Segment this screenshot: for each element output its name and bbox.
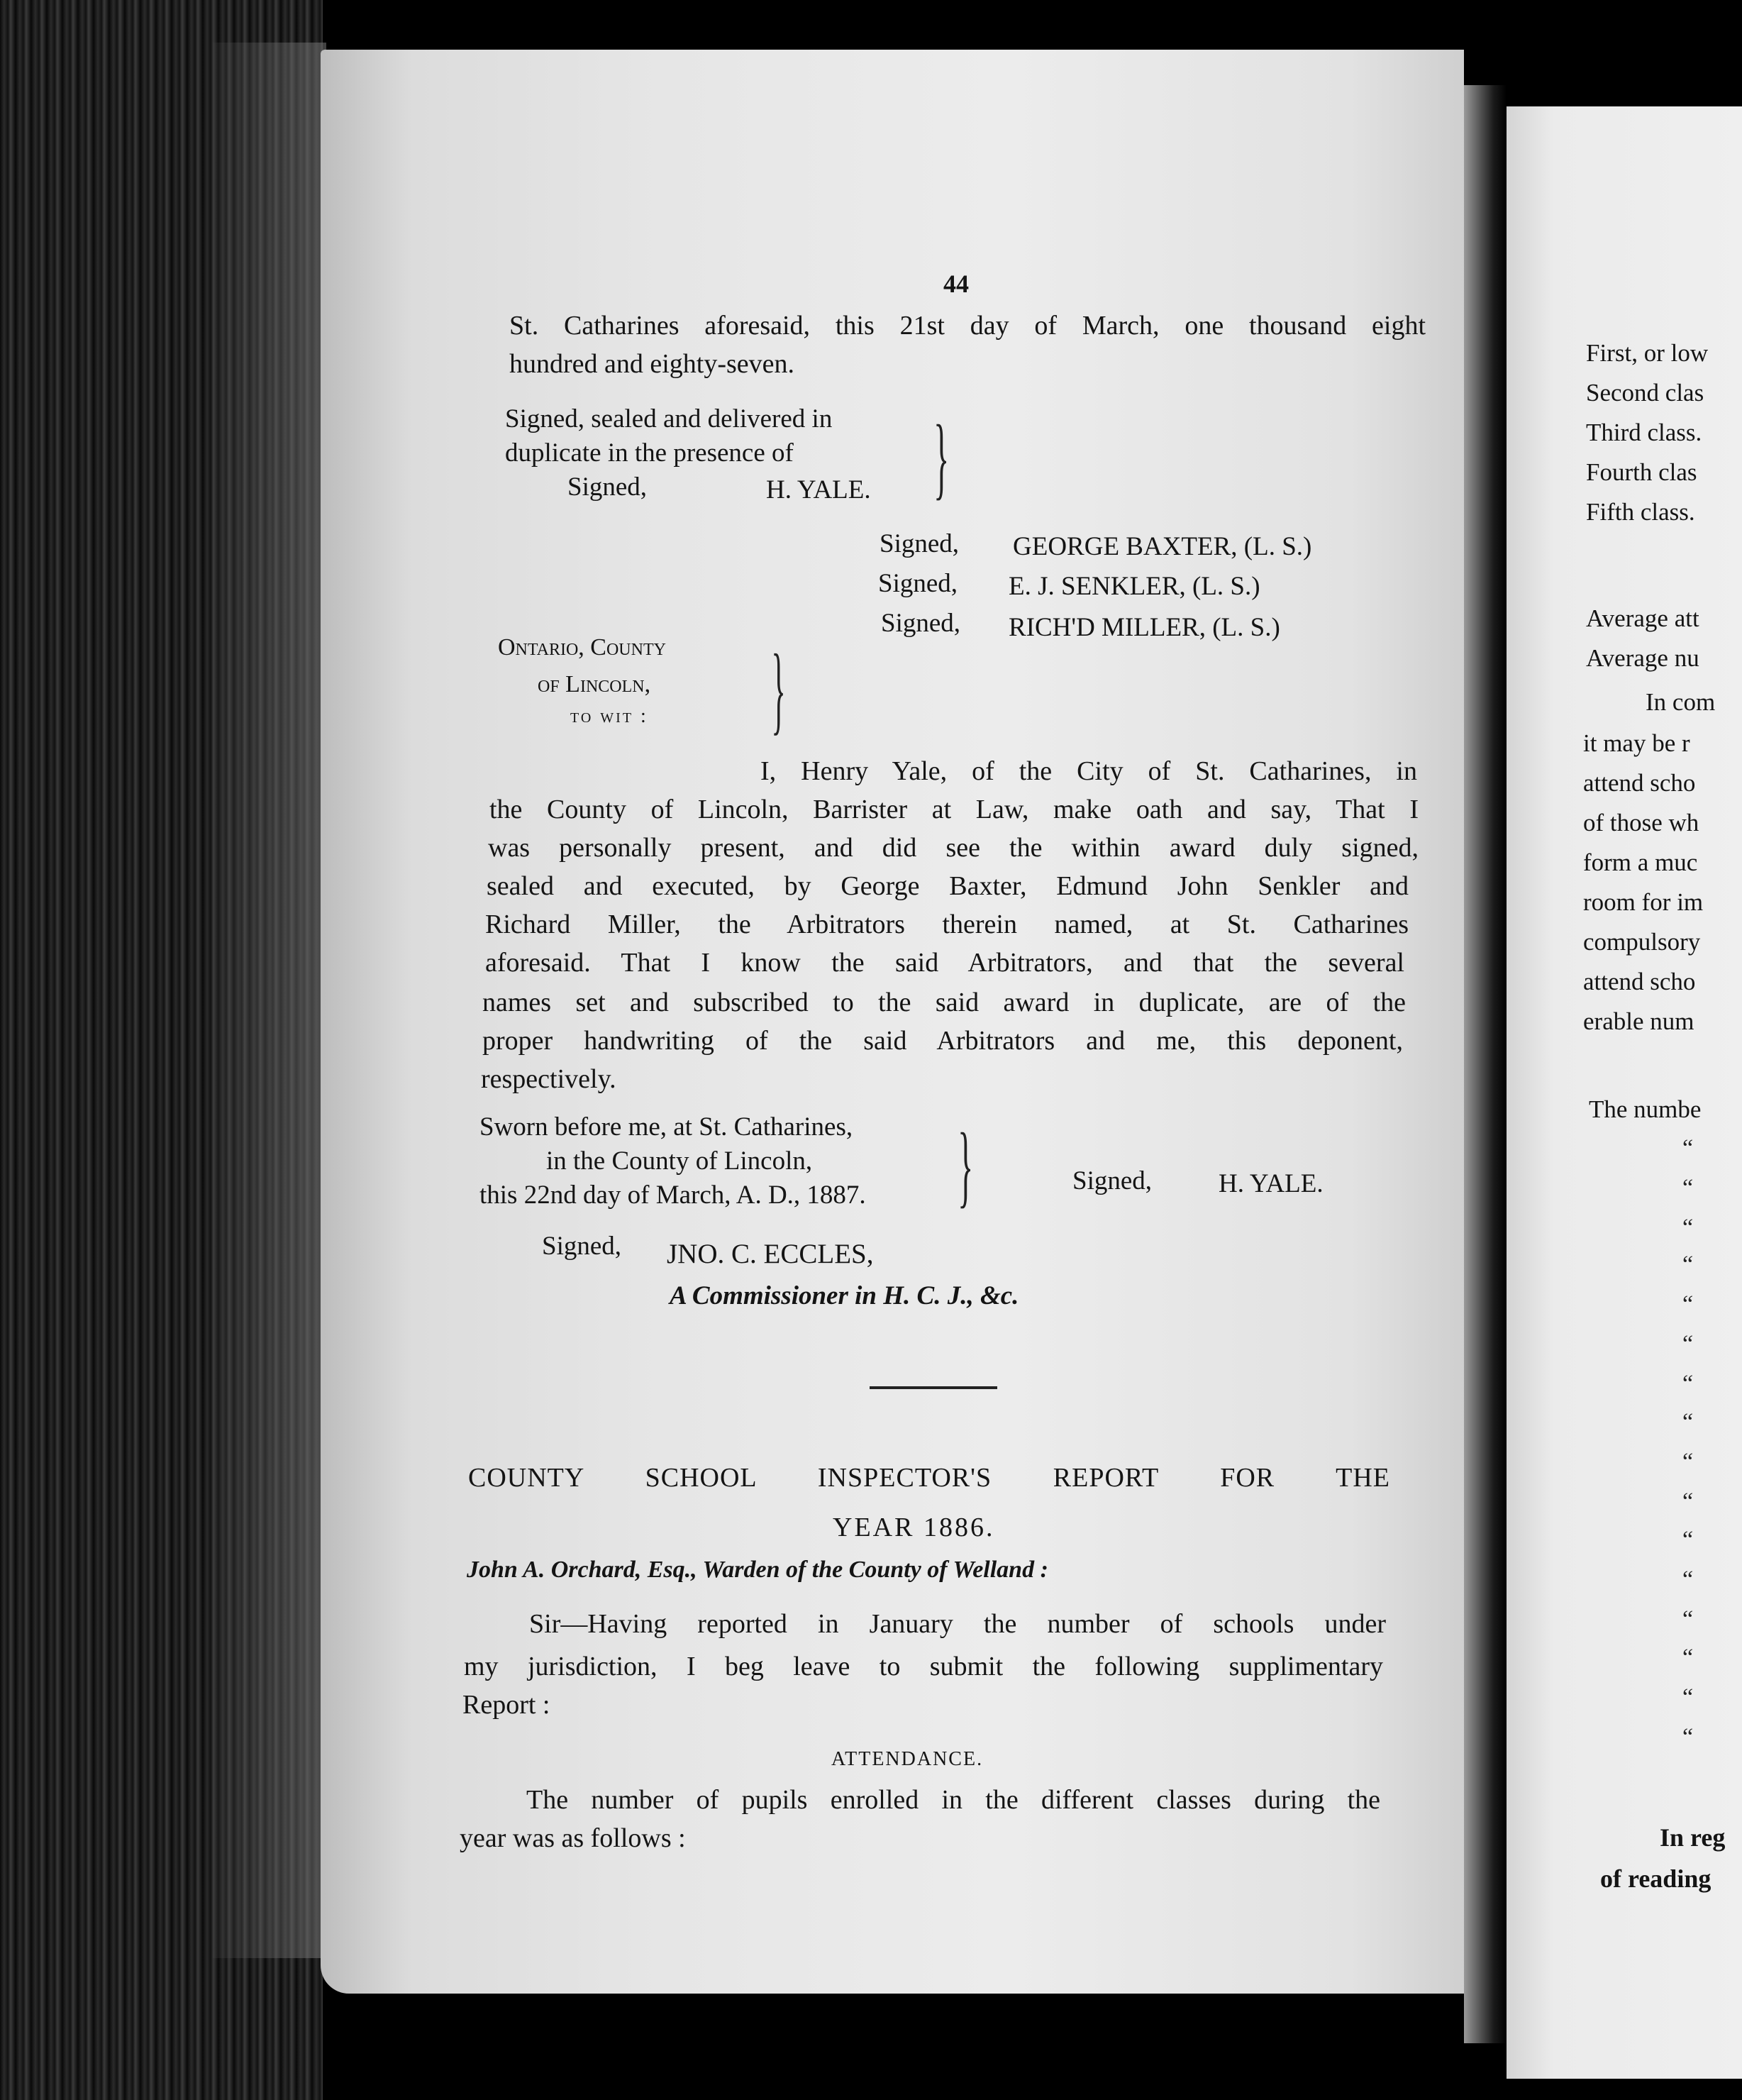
commissioner-title: A Commissioner in H. C. J., &c. xyxy=(670,1281,1019,1310)
right-class-line-1: First, or low xyxy=(1586,339,1709,367)
right-paragraph-line-3: attend scho xyxy=(1583,769,1696,797)
right-class-line-4: Fourth clas xyxy=(1586,458,1697,486)
sworn-signed-name: H. YALE. xyxy=(1219,1169,1324,1198)
right-closing-line-1: In reg xyxy=(1660,1823,1726,1852)
venue-line-3: to wit : xyxy=(570,705,648,727)
affidavit-line-4: sealed and executed, by George Baxter, Edmund John Senkler and xyxy=(487,871,1409,901)
arbitrator-name-1: GEORGE BAXTER, (L. S.) xyxy=(1013,532,1312,561)
ditto-mark: “ xyxy=(1682,1488,1694,1515)
affidavit-line-6: aforesaid. That I know the said Arbitrators, and that the several xyxy=(485,948,1404,978)
ditto-mark: “ xyxy=(1682,1291,1694,1317)
affidavit-line-2: the County of Lincoln, Barrister at Law, make oath and say, That I xyxy=(489,795,1419,824)
report-body-line-3: Report : xyxy=(462,1690,550,1720)
sworn-signed-label: Signed, xyxy=(1072,1166,1153,1195)
affidavit-line-1: I, Henry Yale, of the City of St. Catharines, in xyxy=(760,756,1417,786)
attendance-line-2: year was as follows : xyxy=(460,1823,686,1853)
sworn-brace: } xyxy=(958,1115,974,1217)
right-average-line-2: Average nu xyxy=(1586,644,1699,672)
ditto-mark: “ xyxy=(1682,1527,1694,1553)
right-paragraph-line-9: erable num xyxy=(1583,1007,1694,1035)
affidavit-line-9: respectively. xyxy=(481,1064,616,1094)
report-heading-line-2: YEAR 1886. xyxy=(833,1513,995,1542)
ditto-mark: “ xyxy=(1682,1645,1694,1671)
opening-line-1: St. Catharines aforesaid, this 21st day of March, one thousand eight xyxy=(509,311,1426,341)
arbitrator-name-2: E. J. SENKLER, (L. S.) xyxy=(1009,572,1260,601)
ditto-mark: “ xyxy=(1682,1409,1694,1435)
report-body-line-2: my jurisdiction, I beg leave to submit the following supplimentary xyxy=(464,1652,1383,1681)
venue-brace: } xyxy=(771,634,786,744)
arbitrator-name-3: RICH'D MILLER, (L. S.) xyxy=(1009,613,1280,642)
ditto-mark: “ xyxy=(1682,1724,1694,1750)
venue-line-1: Ontario, County xyxy=(498,634,666,661)
commissioner-signed-label: Signed, xyxy=(542,1232,622,1261)
arbitrator-label-3: Signed, xyxy=(881,609,961,638)
right-paragraph-line-5: form a muc xyxy=(1583,849,1698,876)
sworn-line-3: this 22nd day of March, A. D., 1887. xyxy=(479,1181,866,1210)
sworn-line-1: Sworn before me, at St. Catharines, xyxy=(479,1112,853,1142)
right-paragraph-line-1: In com xyxy=(1646,688,1716,716)
witness-line-2: duplicate in the presence of xyxy=(505,438,794,468)
witness-signed-label: Signed, xyxy=(567,472,648,502)
ditto-mark: “ xyxy=(1682,1566,1694,1593)
ditto-mark: “ xyxy=(1682,1215,1694,1241)
ditto-mark: “ xyxy=(1682,1606,1694,1632)
right-class-line-3: Third class. xyxy=(1586,419,1702,446)
book-gutter xyxy=(1464,85,1507,2043)
affidavit-line-7: names set and subscribed to the said award in duplicate, are of the xyxy=(482,988,1406,1017)
ditto-mark: “ xyxy=(1682,1684,1694,1711)
page-number: 44 xyxy=(943,270,969,298)
witness-signed-name: H. YALE. xyxy=(766,475,871,504)
right-paragraph-line-4: of those wh xyxy=(1583,809,1699,836)
witness-line-1: Signed, sealed and delivered in xyxy=(505,404,833,433)
ditto-mark: “ xyxy=(1682,1135,1694,1161)
report-salutation: John A. Orchard, Esq., Warden of the County of Welland : xyxy=(467,1557,1048,1583)
attendance-line-1: The number of pupils enrolled in the different classes during the xyxy=(526,1785,1380,1815)
section-divider xyxy=(870,1386,997,1389)
ditto-mark: “ xyxy=(1682,1371,1694,1397)
affidavit-line-5: Richard Miller, the Arbitrators therein named, at St. Catharines xyxy=(485,910,1409,939)
venue-line-2: of Lincoln, xyxy=(538,671,651,697)
ditto-mark: “ xyxy=(1682,1175,1694,1201)
attendance-heading: ATTENDANCE. xyxy=(831,1748,984,1770)
right-paragraph-line-8: attend scho xyxy=(1583,968,1696,995)
right-class-line-5: Fifth class. xyxy=(1586,498,1695,526)
right-paragraph-line-6: room for im xyxy=(1583,888,1704,916)
page-stack-edge xyxy=(213,43,326,1958)
report-heading-line-1: COUNTY SCHOOL INSPECTOR'S REPORT FOR THE xyxy=(468,1463,1390,1493)
ditto-mark: “ xyxy=(1682,1449,1694,1475)
right-paragraph-line-2: it may be r xyxy=(1583,729,1690,757)
right-class-line-2: Second clas xyxy=(1586,379,1704,407)
opening-line-2: hundred and eighty-seven. xyxy=(509,349,795,379)
sworn-line-2: in the County of Lincoln, xyxy=(546,1146,813,1176)
right-closing-line-2: of reading xyxy=(1600,1864,1712,1893)
arbitrator-label-2: Signed, xyxy=(878,569,958,598)
report-body-line-1: Sir—Having reported in January the number of schools under xyxy=(529,1609,1386,1639)
commissioner-name: JNO. C. ECCLES, xyxy=(667,1239,874,1269)
ditto-mark: “ xyxy=(1682,1331,1694,1357)
affidavit-line-8: proper handwriting of the said Arbitrators and me, this deponent, xyxy=(482,1026,1403,1056)
witness-brace: } xyxy=(933,407,950,509)
ditto-mark: “ xyxy=(1682,1251,1694,1278)
right-number-line: The numbe xyxy=(1589,1095,1702,1123)
right-average-line-1: Average att xyxy=(1586,604,1699,632)
affidavit-line-3: was personally present, and did see the within award duly signed, xyxy=(488,833,1419,863)
arbitrator-label-1: Signed, xyxy=(880,529,960,558)
right-paragraph-line-7: compulsory xyxy=(1583,928,1701,956)
